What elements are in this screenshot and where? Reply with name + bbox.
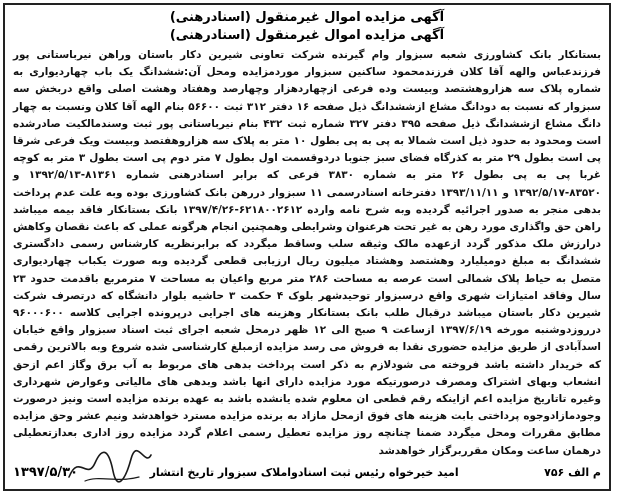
notice-title: آگهی مزایده اموال غیرمنقول (اسنادرهنی) bbox=[169, 10, 445, 25]
notice-frame bbox=[3, 3, 611, 491]
notice-title-repeat: آگهی مزایده اموال غیرمنقول (اسنادرهنی) bbox=[169, 28, 445, 43]
notice-header bbox=[5, 9, 609, 45]
notice-body-paragraph: بستانکار بانک کشاورزی شعبه سبزوار وام گیرنده شرکت تعاونی شیرین دکار باستان وراهن نیرباستانی پور فرزندعباس والهه آقا کلان فرزندمحمود ساکنین سبزوار موردمزایده ومحل آن:ششدانگ یک باب چهاردیواری به شماره پلاک سه هزاروهشتصد وبیست وده فرعی ازچهاردهزار وچهارصد وهفتاد وهشت اصلی واقع دربخش سه سبزوار که نسبت به دودانگ مشاع ازششدانگ ذیل صفحه ۱۶ دفتر ۳۱۲ ثبت ۵۶۶۰۰ بنام الهه آقا کلان ونسبت به چهار دانگ مشاع ازششدانگ ذیل صفحه ۳۹۵ دفتر ۳۲۷ شماره ثبت ۴۳۲ بنام نیرباستانی پور ثبت وسندمالکیت صادرشده است ومحدود به حدود ذیل است شمالا به پی به پی بطول ۱۰ متر به پلاک سه هزاروهفتصد وبیست ویک فرعی شرقا پی است بطول ۲۹ متر به کذرگاه فضای سبز جنوبا دردوقسمت اول بطول ۷ متر دوم پی است بطول ۳ متر به کوچه غربا پی به پی بطول ۲۶ متر به شماره ۳۸۳۰ فرعی که برابر اسنادرهنی شماره ۸۱۳۶۱-۱۳۹۲/۵/۱۳ و ۸۳۵۲۰-۱۳۹۲/۵/۱۷ و ۱۳۹۳/۱۱/۱۱ دفترخانه اسنادرسمی ۱۱ سبزوار دررهن بانک کشاورزی بوده وبه علت عدم پرداخت بدهی منجر به صدور اجرائیه گردیده وبه شرح نامه وارده ۶۲۱۸۰۰۲۶۱۲-۱۳۹۷/۴/۲۶ بانک بستانکار فاقد بیمه میباشد راهن حق واگذاری مورد رهن به غیر تحت هرعنوان وشرایطی وهمچنین انجام هرگونه عملی که باعث نقصان وکاهش درارزش ملک مذکور گردد ازعهده مالک وثیقه سلب وساقط میگردد که برابرنظریه کارشناس رسمی دادگستری ششدانگ به مبلغ دومیلیارد وهشتصد وهشتاد میلیون ریال ارزیابی قطعی گردیده وبه صورت یکباب چهاردیواری متصل به حیاط پلاک شمالی است عرصه به مساحت ۲۸۶ متر مربع واعیان به مساحت ۷ مترمربع باقدمت حدود ۲۳ سال وفاقد امتیازات شهری واقع درسبزوار توحیدشهر بلوک ۴ حکمت ۳ حاشیه بلوار دانشگاه که درتصرف شرکت شیرین دکار باستان میباشد درقبال طلب بانک بستانکار وهزینه های اجرایی درپرونده اجرایی کلاسه ۹۶۰۰۰۶۰۰ درروزدوشنبه مورخه ۱۳۹۷/۶/۱۹ ازساعت ۹ صبح الی ۱۲ ظهر درمحل شعبه اجرای ثبت اسناد سبزوار واقع خیابان اسدآبادی از طریق مزایده حضوری نقدا به فروش می رسد مزایده ازمبلغ کارشناسی شده شروع وبه بالاترین رقمی که خریدار داشته باشد فروخته می شودلازم به ذکر است پرداخت بدهی های مربوط به آب برق وگاز اعم ازحق انشعاب وبهای اشتراک ومصرف درصورتیکه مورد مزایده دارای انها باشد وبدهی های مالیاتی وعوارض شهرداری وغیره تاتاریخ مزایده اعم ازاینکه رقم قطعی ان معلوم شده یانشده باشد به عهده برنده مزایده است ونیز درصورت وجودمازادوجوه پرداختی بابت هزینه های فوق ازمحل مازاد به برنده مزایده مسترد خواهدشد ونیم عشر وحق مزایده مطابق مقررات ومحل میگردد ضمنا چنانچه روز مزایده تعطیل رسمی اعلام گردد مزایده روز اداری بعدازتعطیلی درهمان ساعت ومکان مقرربرگزار خواهدشد bbox=[13, 49, 602, 457]
reference-number: م الف ۷۵۶ bbox=[544, 465, 601, 479]
signatory-line: امید خیرخواه رئیس ثبت اسنادواملاک سبزوار تاریخ انتشار bbox=[149, 465, 459, 479]
handwritten-signature-icon bbox=[65, 447, 155, 487]
publish-date: ۱۳۹۷/۵/۳۰ bbox=[13, 464, 79, 480]
notice-body bbox=[13, 47, 601, 460]
